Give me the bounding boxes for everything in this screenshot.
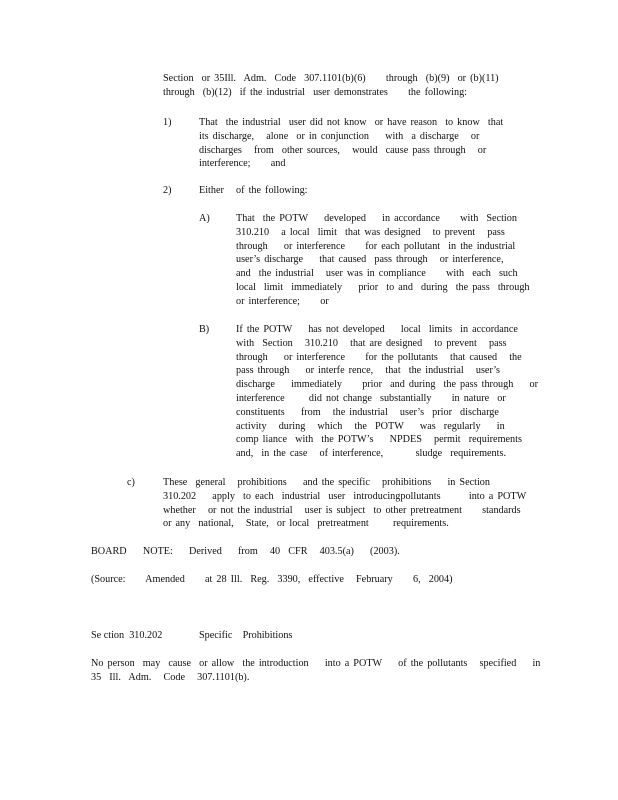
source-note-text: (Source: Amended at 28 Ill. Reg. 3390, effective February 6, 2004) xyxy=(91,574,453,585)
section-title: Specific Prohibitions xyxy=(199,630,293,641)
item-b-text xyxy=(236,323,538,461)
text-line: activity during which the POTW was regularly in xyxy=(236,420,505,432)
board-note xyxy=(91,545,400,559)
text-line: Section or 35Ill. Adm. Code 307.1101(b)(6) through (b)(9) or (b)(11) xyxy=(163,73,499,84)
text-line: No person may cause or allow the introduction into a POTW of the pollutants specified in xyxy=(91,658,541,669)
text-line: and, in the case of interference, sludge requirements. xyxy=(236,448,506,460)
text-line: discharges from other sources, would cause pass through or xyxy=(199,144,487,156)
text-line: through or interference for the pollutants that caused the xyxy=(236,351,522,363)
item-b-label: B) xyxy=(199,324,210,335)
text-line: That the industrial user did not know or have reason to know that xyxy=(199,117,504,128)
source-note xyxy=(91,573,453,587)
text-line: or interference; or xyxy=(236,295,329,307)
text-line: 310.202 apply to each industrial user introducingpollutants into a POTW xyxy=(163,490,527,502)
text-line: through or interference for each pollutant in the industrial xyxy=(236,240,516,252)
text-line: comp liance with the POTW’s NPDES permit requirements xyxy=(236,434,522,446)
text-line: its discharge, alone or in conjunction with a discharge or xyxy=(199,130,480,142)
text-line: constituents from the industrial user’s prior discharge xyxy=(236,406,499,418)
text-line: with Section 310.210 that are designed to prevent pass xyxy=(236,337,507,349)
text-line: user’s discharge that caused pass through or interference, xyxy=(236,254,504,266)
item-c-text xyxy=(163,476,526,531)
text-line: interference did not change substantially in nature or xyxy=(236,392,506,404)
text-line: That the POTW developed in accordance with Section xyxy=(236,213,517,224)
intro-paragraph xyxy=(163,72,499,100)
item-2-label: 2) xyxy=(163,185,172,196)
item-a-label: A) xyxy=(199,213,210,224)
text-line: whether or not the industrial user is subject to other pretreatment standards xyxy=(163,504,521,516)
text-line: pass through or interfe rence, that the industrial user’s xyxy=(236,365,501,377)
text-line: local limit immediately prior to and during the pass through xyxy=(236,281,530,293)
text-line: If the POTW has not developed local limits in accordance xyxy=(236,324,518,335)
text-line: through (b)(12) if the industrial user demonstrates the following: xyxy=(163,86,468,98)
text-line: Either of the following: xyxy=(199,185,308,196)
text-line: 35 Ill. Adm. Code 307.1101(b). xyxy=(91,671,250,683)
text-line: These general prohibitions and the specific prohibitions in Section xyxy=(163,477,490,488)
item-a-text xyxy=(236,212,530,309)
item-1-label: 1) xyxy=(163,117,172,128)
board-note-text: BOARD NOTE: Derived from 40 CFR 403.5(a) (2003). xyxy=(91,546,400,557)
section-body xyxy=(91,657,540,685)
text-line: 310.210 a local limit that was designed to prevent pass xyxy=(236,226,505,238)
item-1-text xyxy=(199,116,503,171)
text-line: discharge immediately prior and during the pass through or xyxy=(236,379,538,391)
text-line: and the industrial user was in compliance with each such xyxy=(236,268,518,280)
item-c-label: c) xyxy=(127,477,135,488)
item-2-text xyxy=(199,184,308,198)
text-line: or any national, State, or local pretreatment requirements. xyxy=(163,518,449,530)
text-line: interference; and xyxy=(199,158,286,170)
section-number: Se ction 310.202 xyxy=(91,630,163,641)
